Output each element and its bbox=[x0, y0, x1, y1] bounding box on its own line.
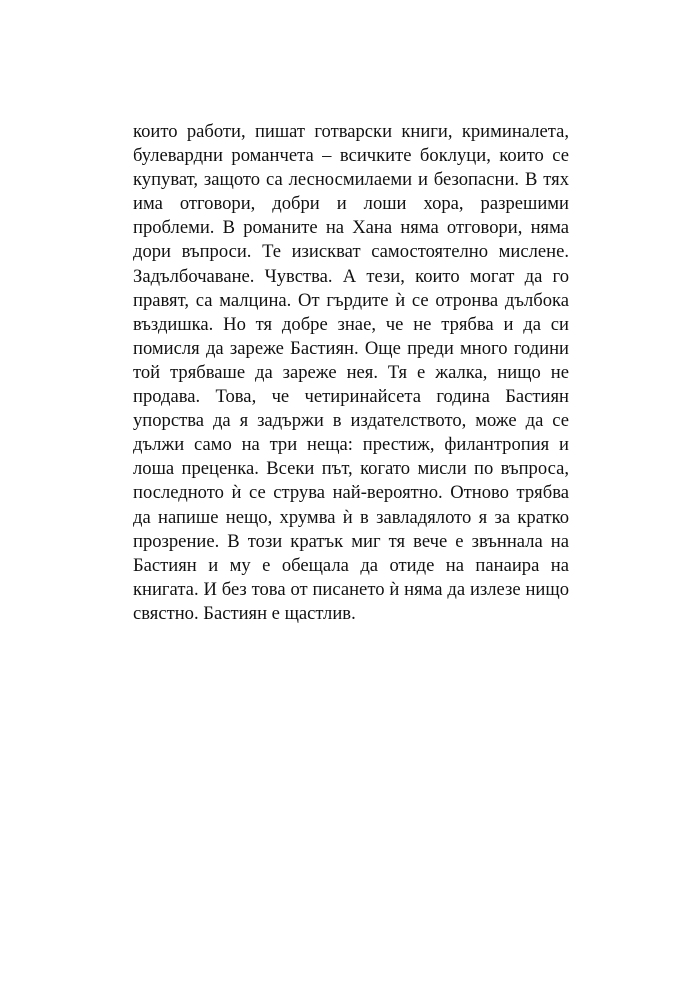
text-line: правят, са малцина. От гърдите ѝ се отронва дълбока bbox=[133, 289, 569, 311]
text-line: книгата. И без това от писането ѝ няма да излезе нищо bbox=[133, 578, 569, 600]
text-line: упорства да я задържи в издателството, може да се bbox=[133, 410, 569, 432]
text-line: дори въпроси. Те изискват самостоятелно мислене. bbox=[133, 241, 569, 263]
text-line: да напише нещо, хрумва ѝ в завладялото я за кратко bbox=[133, 506, 569, 528]
text-line: лоша преценка. Всеки път, когато мисли по въпроса, bbox=[133, 458, 569, 480]
text-line: купуват, защото са лесносмилаеми и безопасни. В тях bbox=[133, 169, 569, 191]
text-line: прозрение. В този кратък миг тя вече е звъннала на bbox=[133, 530, 569, 552]
text-line: свястно. Бастиян е щастлив. bbox=[133, 602, 356, 624]
text-line: Бастиян и му е обещала да отиде на панаира на bbox=[133, 554, 569, 576]
text-line: въздишка. Но тя добре знае, че не трябва и да си bbox=[133, 313, 569, 335]
text-line: дължи само на три неща: престиж, филантропия и bbox=[133, 434, 569, 456]
text-line: продава. Това, че четиринайсета година Бастиян bbox=[133, 386, 569, 408]
text-line: той трябваше да зареже нея. Тя е жалка, нищо не bbox=[133, 361, 569, 383]
text-line: Задълбочаване. Чувства. А тези, които могат да го bbox=[133, 265, 569, 287]
text-line: последното ѝ се струва най-вероятно. Отново трябва bbox=[133, 482, 569, 504]
text-line: булевардни романчета – всичките боклуци, които се bbox=[133, 145, 569, 167]
text-line: които работи, пишат готварски книги, криминалета, bbox=[133, 121, 569, 142]
text-line: има отговори, добри и лоши хора, разрешими bbox=[133, 193, 569, 215]
text-line: проблеми. В романите на Хана няма отговори, няма bbox=[133, 217, 569, 239]
body-text bbox=[133, 120, 569, 626]
text-line: помисля да зареже Бастиян. Още преди много години bbox=[133, 337, 569, 359]
